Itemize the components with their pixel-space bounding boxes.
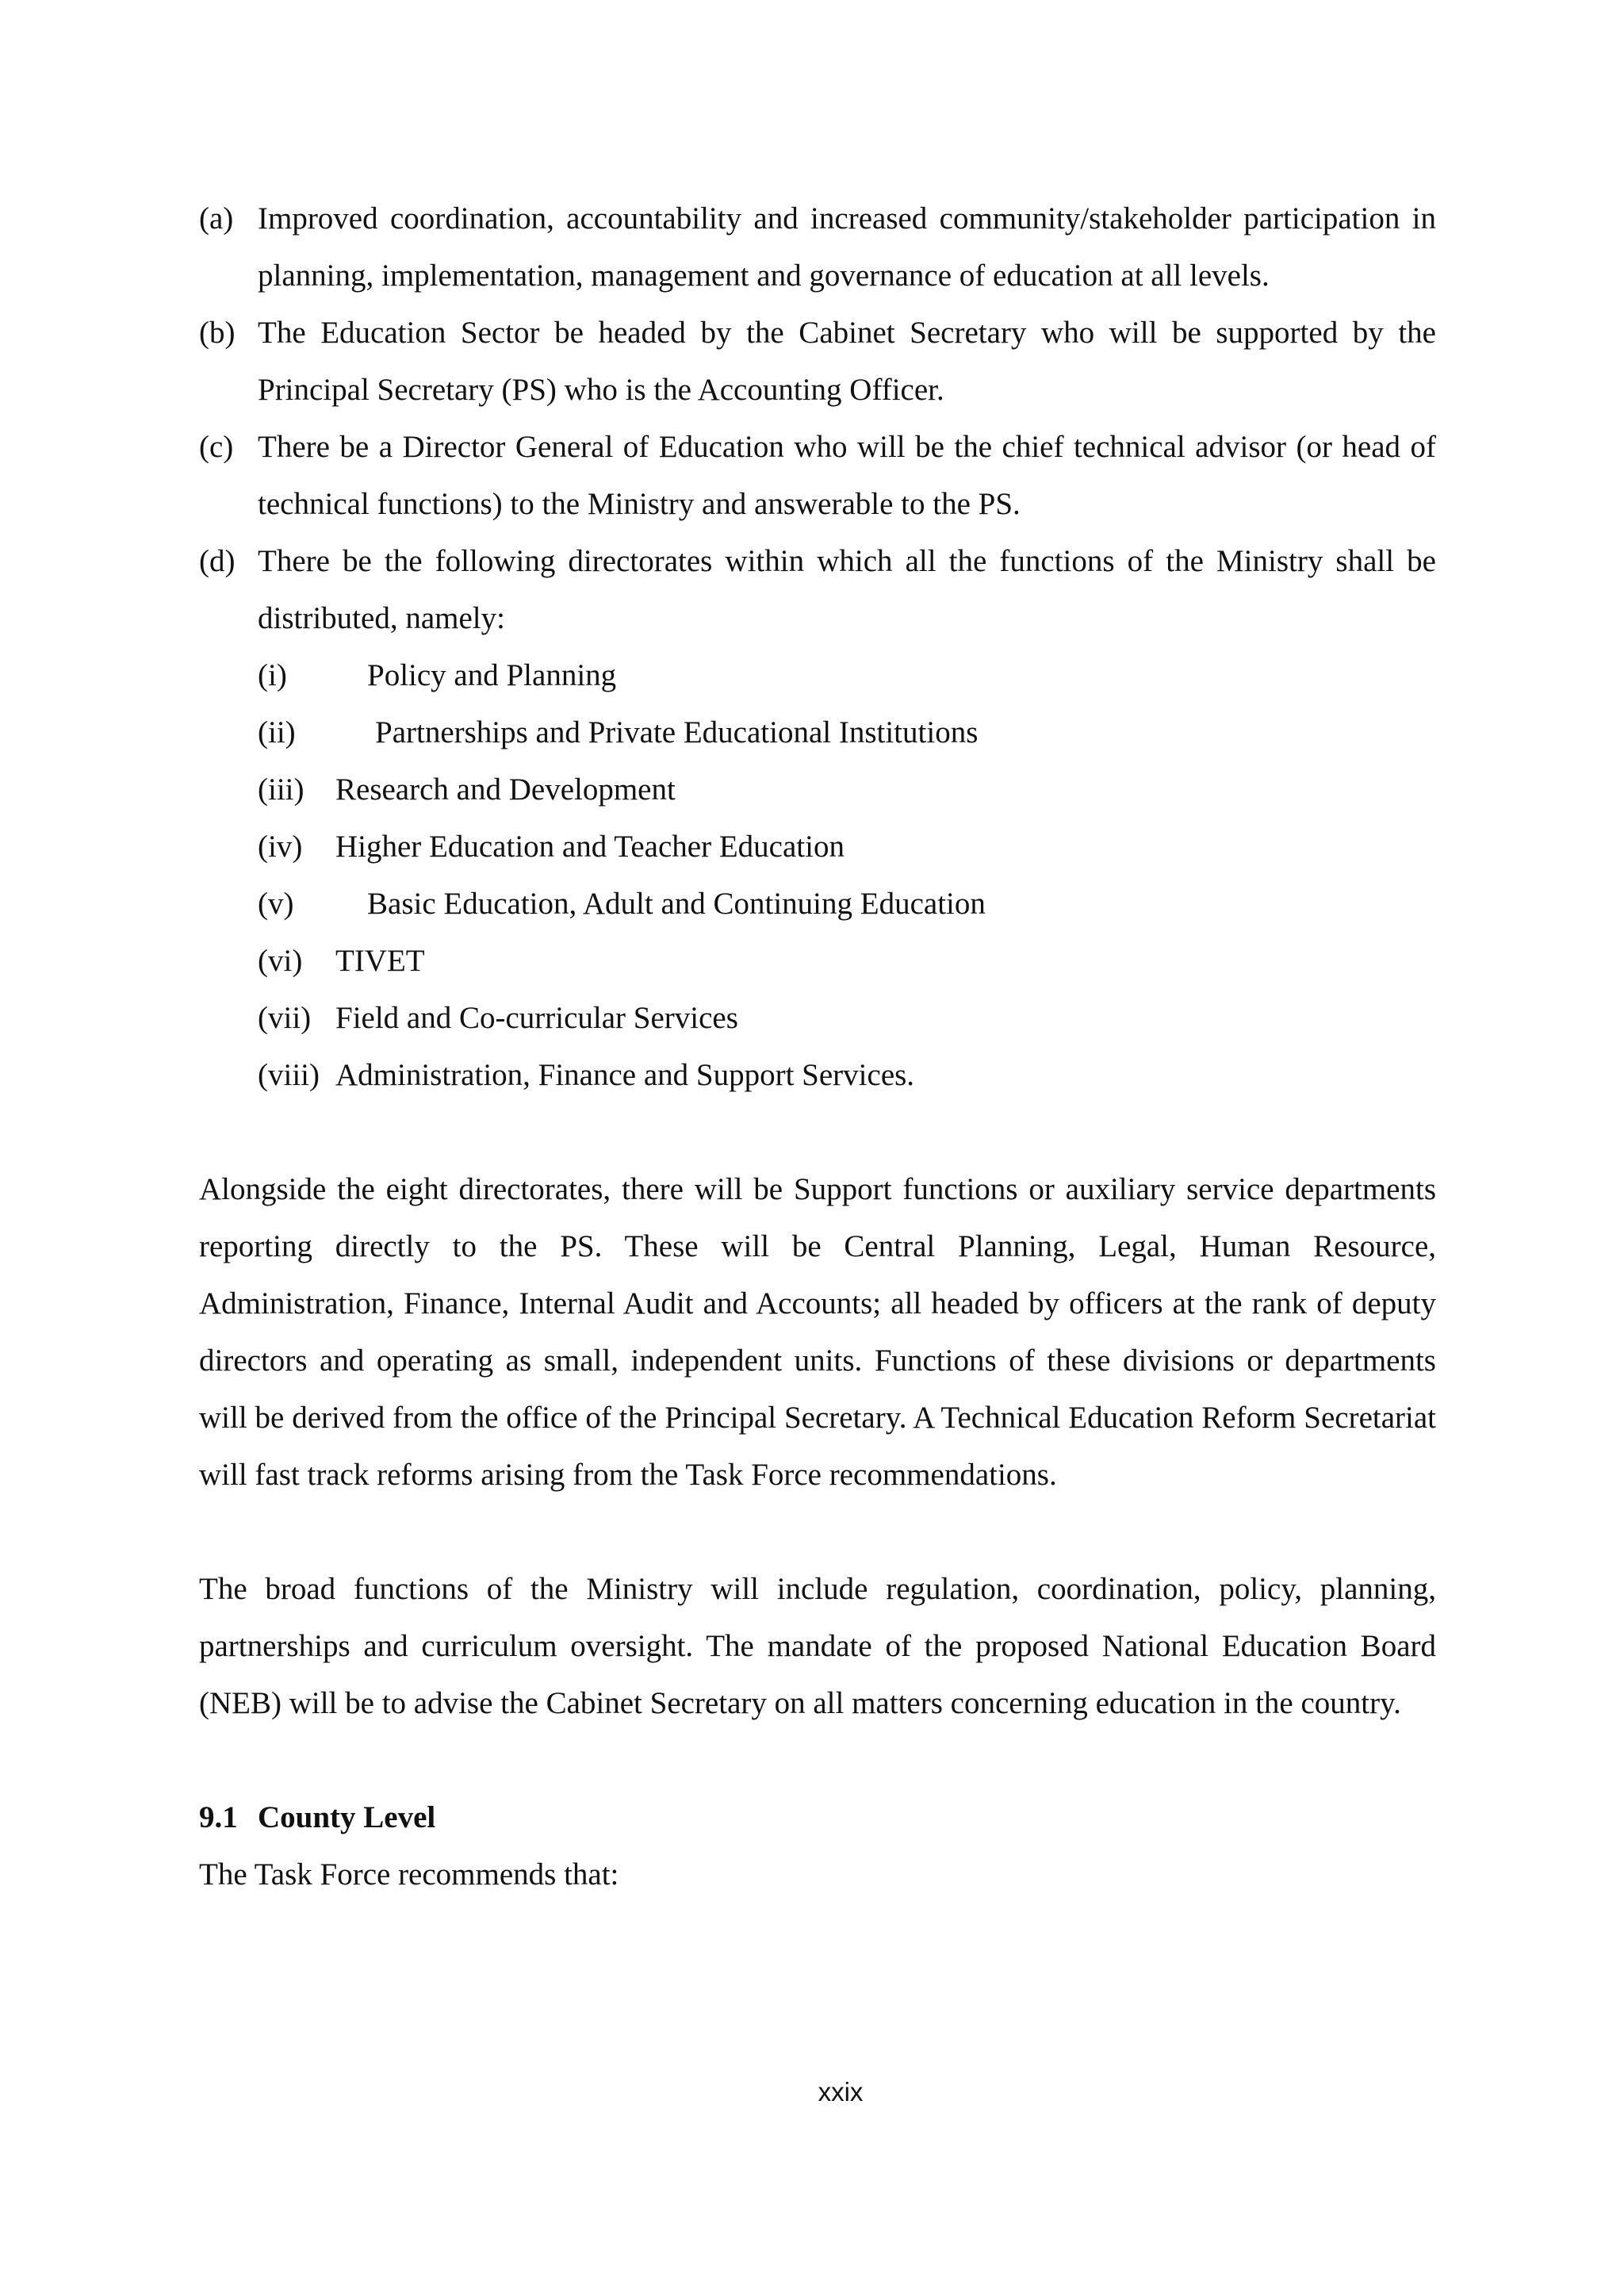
directorate-marker: (viii)	[258, 1058, 320, 1092]
directorate-text: Policy and Planning	[367, 658, 617, 692]
list-marker: (c)	[199, 430, 234, 464]
directorate-marker: (vii)	[258, 1001, 312, 1035]
directorate-item	[258, 647, 1436, 704]
directorate-item	[258, 761, 1436, 818]
section-title: County Level	[258, 1800, 436, 1834]
directorate-marker: (vi)	[258, 944, 303, 978]
directorate-text: Higher Education and Teacher Education	[335, 830, 845, 864]
directorate-text: Field and Co-curricular Services	[335, 1001, 738, 1035]
list-text: There be a Director General of Education who will be the chief technical advisor (or head of technical functions) to the Ministry and answerable to the PS.	[258, 430, 1436, 521]
list-item-b	[199, 305, 1436, 419]
list-text: The Education Sector be headed by the Cabinet Secretary who will be supported by the Principal Secretary (PS) who is the Accounting Officer.	[258, 316, 1436, 407]
directorate-text: Administration, Finance and Support Services.	[335, 1058, 915, 1092]
directorate-item	[258, 1047, 1436, 1104]
directorate-text: Basic Education, Adult and Continuing Education	[367, 887, 986, 921]
spacer	[199, 1732, 1436, 1789]
directorate-marker: (iii)	[258, 772, 304, 807]
spacer	[199, 1504, 1436, 1561]
list-item-d	[199, 533, 1436, 647]
list-marker: (d)	[199, 544, 236, 578]
section-heading	[199, 1789, 1436, 1846]
directorates-list	[258, 647, 1436, 1104]
directorate-item	[258, 876, 1436, 933]
directorate-marker: (ii)	[258, 715, 296, 749]
directorate-text: Research and Development	[335, 772, 676, 807]
list-item-a	[199, 190, 1436, 305]
directorate-marker: (iv)	[258, 830, 303, 864]
list-marker: (b)	[199, 316, 236, 350]
directorate-item	[258, 990, 1436, 1047]
list-marker: (a)	[199, 201, 234, 236]
directorate-item	[258, 704, 1436, 761]
page-number: xxix	[818, 2077, 864, 2106]
broad-functions-paragraph: The broad functions of the Ministry will include regulation, coordination, policy, planning, partnerships and curriculum oversight. The mandate of the proposed National Education Board (NEB) will be to advise the Cabinet Secretary on all matters concerning education in the country.	[199, 1572, 1436, 1720]
support-functions-paragraph: Alongside the eight directorates, there will be Support functions or auxiliary service departments reporting directly to the PS. These will be Central Planning, Legal, Human Resource, Administration, Finance, Internal Audit and Accounts; all headed by officers at the rank of deputy directors and operating as small, independent units. Functions of these divisions or departments will be derived from the office of the Principal Secretary. A Technical Education Reform Secretariat will fast track reforms arising from the Task Force recommendations.	[199, 1172, 1436, 1492]
section-number: 9.1	[199, 1800, 238, 1834]
section-intro: The Task Force recommends that:	[199, 1857, 619, 1892]
directorate-marker: (v)	[258, 887, 294, 921]
directorate-item	[258, 818, 1436, 876]
directorate-text: Partnerships and Private Educational Institutions	[375, 715, 979, 749]
list-text: Improved coordination, accountability and increased community/stakeholder participation in planning, implementation, management and governance of education at all levels.	[258, 201, 1436, 293]
spacer	[199, 1104, 1436, 1161]
directorate-marker: (i)	[258, 658, 287, 692]
directorate-item	[258, 933, 1436, 990]
list-text: There be the following directorates within which all the functions of the Ministry shall be distributed, namely:	[258, 544, 1436, 635]
directorate-text: TIVET	[335, 944, 425, 978]
list-item-c	[199, 419, 1436, 533]
page-content	[199, 190, 1436, 1903]
